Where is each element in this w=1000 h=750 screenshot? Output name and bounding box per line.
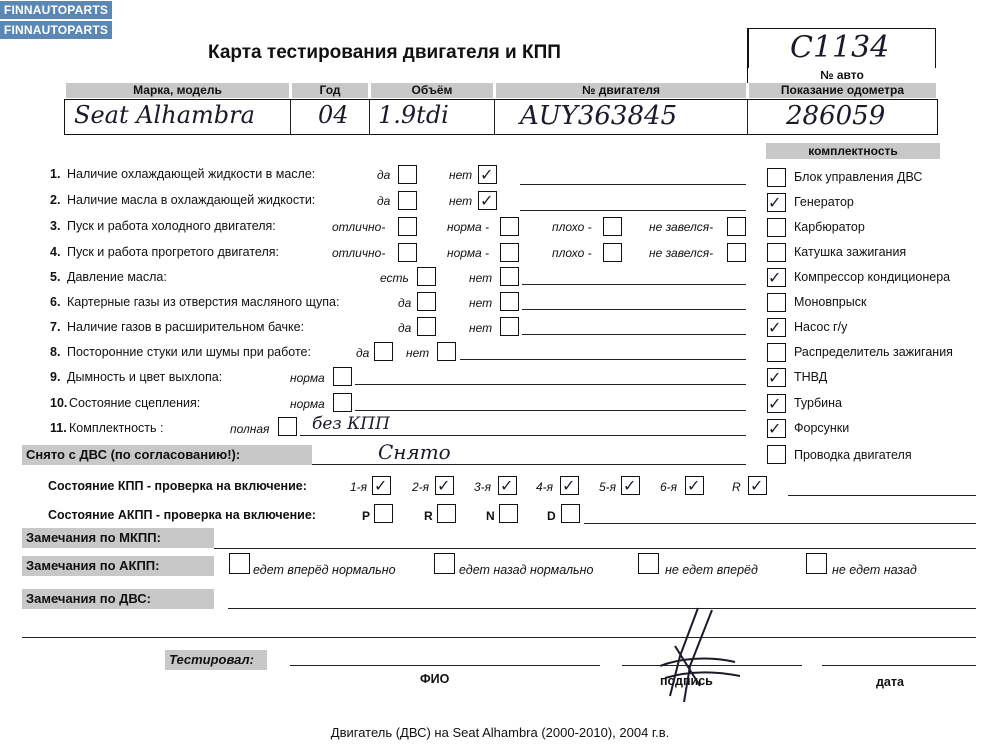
option-no-start-checkbox[interactable] bbox=[727, 217, 746, 236]
question-number: 3. bbox=[50, 219, 61, 233]
kit-item-label: Форсунки bbox=[794, 421, 850, 435]
signature-scribble bbox=[640, 606, 750, 706]
year-value: 04 bbox=[318, 101, 349, 129]
option-no-checkbox[interactable] bbox=[500, 317, 519, 336]
akpp-remark-label: не едет назад bbox=[832, 563, 917, 577]
akpp-position-label: D bbox=[547, 509, 556, 523]
option-yes-label: да bbox=[377, 168, 391, 182]
akpp-remark-checkbox[interactable] bbox=[434, 553, 455, 574]
option-no-label: нет bbox=[469, 271, 493, 285]
akpp-remark-checkbox[interactable] bbox=[638, 553, 659, 574]
gear-check-mark: ✓ bbox=[500, 476, 514, 495]
akpp-remark-checkbox[interactable] bbox=[806, 553, 827, 574]
check-mark: ✓ bbox=[480, 165, 494, 184]
header-engine-no: № двигателя bbox=[496, 83, 746, 98]
option-no-start-label: не завелся- bbox=[649, 220, 714, 234]
kit-item-label: Блок управления ДВС bbox=[794, 170, 923, 184]
volume-value: 1.9tdi bbox=[378, 101, 449, 129]
question-text: Пуск и работа прогретого двигателя: bbox=[67, 245, 279, 259]
image-caption: Двигатель (ДВС) на Seat Alhambra (2000-2010), 2004 г.в. bbox=[330, 725, 670, 740]
option-no-checkbox[interactable] bbox=[500, 292, 519, 311]
option-bad-label: плохо - bbox=[552, 220, 592, 234]
akpp-label: Состояние АКПП - проверка на включение: bbox=[48, 508, 316, 522]
gear-label: 2-я bbox=[412, 480, 430, 494]
odometer-value: 286059 bbox=[786, 101, 886, 131]
answer-line bbox=[584, 523, 976, 524]
gear-label: R bbox=[732, 480, 741, 494]
answer-line bbox=[355, 410, 746, 411]
option-no-start-checkbox[interactable] bbox=[727, 243, 746, 262]
question-text: Состояние сцепления: bbox=[69, 396, 201, 410]
akpp-position-label: P bbox=[362, 509, 371, 523]
gear-label: 1-я bbox=[350, 480, 368, 494]
option-bad-checkbox[interactable] bbox=[603, 243, 622, 262]
remarks-akpp-label: Замечания по АКПП: bbox=[22, 556, 214, 576]
kit-item-label: Распределитель зажигания bbox=[794, 345, 953, 359]
option-yes-label: да bbox=[398, 321, 412, 335]
question-number: 10. bbox=[50, 396, 68, 410]
option-normal-label: норма bbox=[290, 371, 325, 385]
akpp-position-label: N bbox=[486, 509, 495, 523]
kit-item-label: Карбюратор bbox=[794, 220, 865, 234]
removed-label: Снято с ДВС (по согласованию!): bbox=[22, 445, 312, 465]
kit-item-label: ТНВД bbox=[794, 370, 828, 384]
option-yes-checkbox[interactable] bbox=[417, 292, 436, 311]
option-excellent-checkbox[interactable] bbox=[398, 243, 417, 262]
option-full-label: полная bbox=[230, 422, 270, 436]
option-yes-label: да bbox=[356, 346, 370, 360]
option-yes-label: да bbox=[377, 194, 391, 208]
kit-check-mark: ✓ bbox=[768, 368, 782, 387]
option-yes-checkbox[interactable] bbox=[374, 342, 393, 361]
answer-line bbox=[228, 608, 976, 609]
option-normal-checkbox[interactable] bbox=[333, 393, 352, 412]
kit-item-label: Моновпрыск bbox=[794, 295, 867, 309]
kit-item-label: Проводка двигателя bbox=[794, 448, 912, 462]
option-normal-label: норма - bbox=[447, 220, 490, 234]
divider bbox=[369, 99, 370, 135]
check-mark: ✓ bbox=[480, 191, 494, 210]
question-number: 11. bbox=[50, 421, 67, 435]
answer-line bbox=[300, 435, 746, 436]
watermark-logo-bottom: FINNAUTOPARTS bbox=[0, 21, 112, 39]
option-present-checkbox[interactable] bbox=[417, 267, 436, 286]
option-normal-label: норма - bbox=[447, 246, 490, 260]
divider bbox=[747, 99, 748, 135]
question-number: 9. bbox=[50, 370, 61, 384]
gear-check-mark: ✓ bbox=[374, 476, 388, 495]
kit-checkbox[interactable] bbox=[767, 243, 786, 262]
header-odometer: Показание одометра bbox=[749, 83, 936, 98]
option-no-checkbox[interactable] bbox=[437, 342, 456, 361]
akpp-position-label: R bbox=[424, 509, 433, 523]
answer-line bbox=[520, 184, 746, 185]
option-normal-label: норма bbox=[290, 397, 325, 411]
car-number-value: С1134 bbox=[790, 30, 890, 65]
kit-item-label: Генератор bbox=[794, 195, 854, 209]
question-text: Картерные газы из отверстия масляного щупа: bbox=[67, 295, 340, 309]
kit-check-mark: ✓ bbox=[768, 268, 782, 287]
engine-no-value: AUY363845 bbox=[520, 101, 678, 131]
removed-note: Снято bbox=[378, 440, 451, 464]
car-number-label: № авто bbox=[820, 68, 864, 82]
date-label: дата bbox=[876, 675, 904, 689]
question-text: Давление масла: bbox=[67, 270, 167, 284]
option-yes-label: да bbox=[398, 296, 412, 310]
question-text: Наличие газов в расширительном бачке: bbox=[67, 320, 305, 334]
akpp-remark-checkbox[interactable] bbox=[229, 553, 250, 574]
option-yes-checkbox[interactable] bbox=[398, 191, 417, 210]
answer-line bbox=[520, 210, 746, 211]
kit-checkbox[interactable] bbox=[767, 168, 786, 187]
question-text: Посторонние стуки или шумы при работе: bbox=[67, 345, 311, 359]
kit-header: комплектность bbox=[766, 143, 940, 159]
question-text: Наличие масла в охлаждающей жидкости: bbox=[67, 193, 316, 207]
option-full-checkbox[interactable] bbox=[278, 417, 297, 436]
option-present-label: есть bbox=[380, 271, 409, 285]
option-no-checkbox[interactable] bbox=[500, 267, 519, 286]
kit-item-label: Насос г/у bbox=[794, 320, 848, 334]
watermark-logo-top: FINNAUTOPARTS bbox=[0, 1, 112, 19]
question-text: Пуск и работа холодного двигателя: bbox=[67, 219, 276, 233]
akpp-checkbox[interactable] bbox=[561, 504, 580, 523]
option-no-start-label: не завелся- bbox=[649, 246, 714, 260]
answer-line bbox=[312, 464, 746, 465]
gear-label: 6-я bbox=[660, 480, 678, 494]
divider bbox=[290, 99, 291, 135]
gear-check-mark: ✓ bbox=[750, 476, 764, 495]
completeness-note: без КПП bbox=[312, 414, 390, 434]
question-number: 1. bbox=[50, 167, 61, 181]
kit-checkbox[interactable] bbox=[767, 218, 786, 237]
answer-line bbox=[788, 495, 976, 496]
question-number: 8. bbox=[50, 345, 61, 359]
option-no-label: нет bbox=[469, 321, 493, 335]
answer-line bbox=[214, 548, 976, 549]
akpp-remark-label: едет назад нормально bbox=[459, 563, 594, 577]
option-no-label: нет bbox=[406, 346, 430, 360]
kit-checkbox[interactable] bbox=[767, 293, 786, 312]
gear-check-mark: ✓ bbox=[437, 476, 451, 495]
tested-label: Тестировал: bbox=[165, 650, 267, 670]
akpp-remark-label: едет вперёд нормально bbox=[253, 563, 396, 577]
akpp-checkbox[interactable] bbox=[437, 504, 456, 523]
header-make: Марка, модель bbox=[66, 83, 289, 98]
header-year: Год bbox=[292, 83, 368, 98]
date-line bbox=[822, 665, 976, 666]
kit-check-mark: ✓ bbox=[768, 318, 782, 337]
fio-label: ФИО bbox=[420, 672, 450, 686]
answer-line bbox=[522, 309, 746, 310]
answer-line bbox=[522, 334, 746, 335]
option-no-label: нет bbox=[449, 168, 473, 182]
kit-item-label: Турбина bbox=[794, 396, 842, 410]
question-number: 2. bbox=[50, 193, 61, 207]
option-yes-checkbox[interactable] bbox=[398, 165, 417, 184]
kit-item-label: Катушка зажигания bbox=[794, 245, 907, 259]
fio-line bbox=[290, 665, 600, 666]
divider bbox=[747, 28, 748, 83]
gear-label: 3-я bbox=[474, 480, 492, 494]
question-number: 6. bbox=[50, 295, 61, 309]
remarks-dvs-label: Замечания по ДВС: bbox=[22, 589, 214, 609]
question-number: 7. bbox=[50, 320, 61, 334]
option-excellent-label: отлично- bbox=[332, 220, 386, 234]
akpp-remark-label: не едет вперёд bbox=[665, 563, 758, 577]
kpp-label: Состояние КПП - проверка на включение: bbox=[48, 479, 307, 493]
form-title: Карта тестирования двигателя и КПП bbox=[208, 42, 561, 63]
gear-label: 4-я bbox=[536, 480, 554, 494]
option-excellent-label: отлично- bbox=[332, 246, 386, 260]
akpp-checkbox[interactable] bbox=[499, 504, 518, 523]
answer-line bbox=[460, 359, 746, 360]
option-no-label: нет bbox=[469, 296, 493, 310]
gear-check-mark: ✓ bbox=[562, 476, 576, 495]
option-yes-checkbox[interactable] bbox=[417, 317, 436, 336]
gear-label: 5-я bbox=[599, 480, 617, 494]
option-bad-checkbox[interactable] bbox=[603, 217, 622, 236]
answer-line bbox=[355, 384, 746, 385]
header-volume: Объём bbox=[371, 83, 493, 98]
question-text: Наличие охлаждающей жидкости в масле: bbox=[67, 167, 316, 181]
kit-checkbox[interactable] bbox=[767, 343, 786, 362]
option-excellent-checkbox[interactable] bbox=[398, 217, 417, 236]
kit-item-label: Компрессор кондиционера bbox=[794, 270, 951, 284]
signature-label: подпись bbox=[660, 674, 713, 688]
gear-check-mark: ✓ bbox=[623, 476, 637, 495]
answer-line bbox=[522, 284, 746, 285]
question-text: Дымность и цвет выхлопа: bbox=[67, 370, 223, 384]
option-no-label: нет bbox=[449, 194, 473, 208]
kit-check-mark: ✓ bbox=[768, 394, 782, 413]
option-normal-checkbox[interactable] bbox=[333, 367, 352, 386]
kit-check-mark: ✓ bbox=[768, 419, 782, 438]
question-text: Комплектность : bbox=[69, 421, 164, 435]
gear-check-mark: ✓ bbox=[687, 476, 701, 495]
option-bad-label: плохо - bbox=[552, 246, 592, 260]
question-number: 4. bbox=[50, 245, 61, 259]
akpp-checkbox[interactable] bbox=[374, 504, 393, 523]
kit-check-mark: ✓ bbox=[768, 193, 782, 212]
option-normal-checkbox[interactable] bbox=[500, 243, 519, 262]
answer-line bbox=[22, 637, 976, 638]
remarks-mkpp-label: Замечания по МКПП: bbox=[22, 528, 214, 548]
option-normal-checkbox[interactable] bbox=[500, 217, 519, 236]
make-value: Seat Alhambra bbox=[74, 101, 255, 129]
kit-checkbox[interactable] bbox=[767, 445, 786, 464]
divider bbox=[494, 99, 495, 135]
question-number: 5. bbox=[50, 270, 61, 284]
